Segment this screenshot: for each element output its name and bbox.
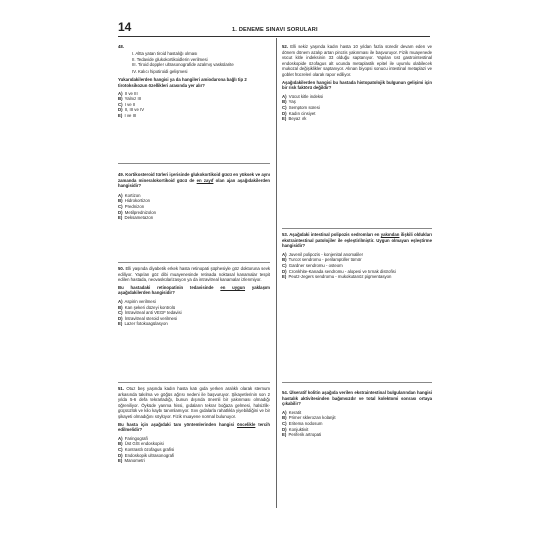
question-number: 48.: [118, 44, 124, 49]
option-e[interactable]: E) Manometri: [118, 458, 145, 464]
page-header-title: 1. DENEME SINAVI SORULARI: [232, 27, 318, 33]
question-number: 49.: [118, 172, 124, 177]
option-b[interactable]: B) Üst GİS endoskopisi: [118, 441, 164, 447]
option-e[interactable]: E) I ve III: [118, 112, 137, 118]
page-number: 14: [118, 20, 132, 34]
option-c[interactable]: C) Prednizon: [118, 203, 145, 209]
option-e[interactable]: E) Periferik artropati: [282, 432, 322, 438]
question-48: [118, 44, 270, 119]
question-number: 54.: [282, 390, 288, 395]
option-e[interactable]: E) Peutz-Jegers sendromu - mukokutanöz pigmentasyon: [282, 274, 392, 280]
emphasis: en zayıf: [196, 177, 214, 183]
header-rule: [118, 36, 430, 37]
option-d[interactable]: D) Endoskopik ultrasonografi: [118, 452, 175, 458]
question-52: [282, 44, 432, 122]
question-number: 52.: [282, 44, 288, 49]
separator-left-1: [118, 163, 270, 164]
option-b[interactable]: B) Yalnız III: [118, 96, 142, 102]
question-stem: Kortikosteroid türleri içerisinde glukokortikoid gücü en yüksek ve aynı zamanda mineralokortikoid gücü de: [118, 172, 270, 183]
separator-left-3: [118, 382, 270, 383]
option-b[interactable]: B) Hidrokortizon: [118, 198, 151, 204]
option-c[interactable]: C) Gardner sendromu - osteom: [282, 262, 343, 268]
option-d[interactable]: D) Metilprednizolon: [118, 209, 157, 215]
option-b[interactable]: B) Primer sklerozan kolanjit: [282, 415, 336, 421]
question-text: Otuz beş yaşında kadın hasta katı gıda yerken aralıklı olarak sternum arkasında takılma ve göğüs ağrısı nedeni ile başvuruyor. Şikayetlerinin son 2 yılda 5-6 defa tekrarladığı, bunun dışında önemli bir yakınması olmadığı öğreniliyor. Öyküde yanma hissi, gıdaların tekrar boğaza gelmesi, halsizlik-güçsüzlük ve kilo kaybı tanımlamıyor. Sıvı gıdalarla rahatlıkla yiyebildiğini ve bir şikayeti olmadığını söylüyor. Fizik muayene normal bulunuyor.: [118, 386, 270, 419]
option-d[interactable]: D) Cronkhite-Kanada sendromu - alopesi ve tırnak distrofisi: [282, 268, 396, 274]
option-d[interactable]: D) Konjuktivit: [282, 426, 309, 432]
separator-right-1: [282, 228, 432, 229]
column-divider: [276, 38, 277, 508]
option-e[interactable]: E) Lazer fotokoagülasyon: [118, 321, 168, 327]
question-stem: Ülseratif kolitin aşağıda verilen ekstraintestinal bulgularından hangisi hastalık aktivitesinden bağımsızdır ve total kolektomi sonrası ortaya çıkabilir?: [282, 390, 432, 407]
emphasis: en uygun: [220, 284, 246, 290]
option-c[interactable]: C) Semptom süresi: [282, 104, 320, 110]
question-number: 53.: [282, 232, 288, 237]
option-c[interactable]: C) İntravitreal anti VEGF tedavisi: [118, 310, 182, 316]
option-c[interactable]: C) Eritema nodosum: [282, 420, 323, 426]
question-stem: Aşağıdaki intestinal polipozis sedromları en: [289, 232, 381, 237]
question-stem: Aşağıdakilerden hangisi bu hastada histopatolojik bulgunun gelişimi için bir risk faktörü değildir?: [282, 79, 432, 91]
option-e[interactable]: E) Deksametazon: [118, 215, 154, 221]
option-a[interactable]: A) Aspirin verilmesi: [118, 298, 156, 304]
option-c[interactable]: C) Kontrastlı özofagus grafisi: [118, 446, 175, 452]
question-stem: Bu hasta için aşağıdaki tanı yöntemlerinden hangisi: [118, 421, 237, 427]
option-b[interactable]: B) Yaş: [282, 99, 296, 105]
option-d[interactable]: D) II, III ve IV: [118, 107, 145, 113]
option-a[interactable]: A) Keratit: [282, 409, 302, 415]
option-a[interactable]: A) Kortizon: [118, 192, 141, 198]
statement: I. Altta yatan tiroid hastalığı olması: [132, 51, 198, 56]
question-stem: Bu hastadaki retinopatinin tedavisinde: [118, 284, 221, 290]
question-text: Elli sekiz yaşında kadın hasta 10 yıldan fazla süredir devam eden ve dönem dönem azalıp artan pirozis yakınması ile başvuruyor. Fizik muayenede vücut kitle indeksinin 33 olduğu saptanıyor. Yapılan üst gastrointestinal endoskopide özofagus alt ucunda metaplastik epitel ile uyumlu olabilecek mukozal değişiklikler saptanıyor. Alınan biyopsi sonucu intestinal metaplazi ve goblet hücreleri olarak rapor ediliyor.: [282, 44, 432, 77]
option-a[interactable]: A) Juvenil polipozis - konjenital anomaliler: [282, 251, 364, 257]
question-stem: Yukarıdakilerden hangisi ya da hangileri amiodarona bağlı tip 2 tirotoksikozun özellikleri arasında yer alır?: [118, 77, 247, 88]
question-49: 49. Kortikosteroid türleri içerisinde glukokortikoid gücü en yüksek ve aynı zamanda mineralokortikoid gücü de en zayıf olan ajan aşağıdakilerden hangisidir? A) Kortizon B) Hidrokortizon C) Prednizon D) Metilprednizolon E) Deksametazon: [118, 172, 271, 221]
question-50: 50. Elli yaşında diyabetik erkek hasta retinopati şüphesiyle göz doktoruna sevk ediliyor. Yapılan göz dibi muayenesinde retinada noktasal kanamalar tespit edilen hastada, neovaskülarizasyon ya da intravitreal kanamalar izlenmiyor. Bu hastadaki retinopatinin tedavisinde en uygun yaklaşım aşağıdakilerden hangisidir? A) Aspirin verilmesi B) Kan şekeri düzeyi kontrolü C) İntravitreal anti VEGF tedavisi D) İntravitreal steroid verilmesi E) Lazer fotokoagülasyon: [118, 266, 271, 327]
option-d[interactable]: D) Kadın cinsiyet: [282, 110, 316, 116]
question-text: Elli yaşında diyabetik erkek hasta retinopati şüphesiyle göz doktoruna sevk ediliyor. Yapılan göz dibi muayenesinde retinada noktasal kanamalar tespit edilen hastada, neovaskülarizasyon ya da intravitreal kanamalar izlenmiyor.: [118, 266, 271, 283]
statement: II. Tedavide glukokortikoidlerin verilmesi: [132, 56, 208, 62]
option-a[interactable]: A) II ve III: [118, 90, 138, 96]
option-c[interactable]: C) I ve II: [118, 101, 136, 107]
option-b[interactable]: B) Kan şekeri düzeyi kontrolü: [118, 304, 176, 310]
question-53: 53. Aşağıdaki intestinal polipozis sedromları en yakından ilişkili oldukları ekstraintestinal patolojiler ile eşleştirilmiştir. Uygun olmayan eşleştirme hangisidir? A) Juvenil polipozis - konjenital anomaliler B) Turcot sendromu - perilampüller tümör C) Gardner sendromu - osteom D) Cronkhite-Kanada sendromu - alopesi ve tırnak distrofisi E) Peutz-Jegers sendromu - mukokutanöz pigmentasyon: [282, 232, 432, 280]
question-number: 51.: [118, 386, 124, 391]
emphasis: öncelikle: [236, 421, 256, 427]
emphasis: yakından: [380, 232, 400, 237]
option-b[interactable]: B) Turcot sendromu - perilampüller tümör: [282, 257, 362, 263]
option-a[interactable]: A) Vücut kitle indeksi: [282, 93, 324, 99]
question-51: 51. Otuz beş yaşında kadın hasta katı gıda yerken aralıklı olarak sternum arkasında takılma ve göğüs ağrısı nedeni ile başvuruyor. Şikayetlerinin son 2 yılda 5-6 defa tekrarladığı, bunun dışında önemli bir yakınması olmadığı öğreniliyor. Öyküde yanma hissi, gıdaların tekrar boğaza gelmesi, halsizlik-güçsüzlük ve kilo kaybı tanımlamıyor. Sıvı gıdalarla rahatlıkla yiyebildiğini ve bir şikayeti olmadığını söylüyor. Fizik muayene normal bulunuyor. Bu hasta için aşağıdaki tanı yöntemlerinden hangisi öncelikle tercih edilmelidir? A) Faringografi B) Üst GİS endoskopisi C) Kontrastlı özofagus grafisi D) Endoskopik ultrasonografi E) Manometri: [118, 386, 270, 464]
question-54: [282, 390, 432, 438]
separator-right-2: [282, 382, 432, 383]
statement: III. Tiroid doppler ultrasonografide azalmış vaskülarite: [132, 62, 234, 68]
option-d[interactable]: D) İntravitreal steroid verilmesi: [118, 315, 178, 321]
statement: IV. Kalıcı hipotiroidi gelişmesi: [132, 68, 188, 74]
separator-left-2: [118, 262, 270, 263]
option-a[interactable]: A) Faringografi: [118, 435, 148, 441]
question-number: 50.: [118, 266, 124, 271]
option-e[interactable]: E) Beyaz ırk: [282, 116, 307, 122]
